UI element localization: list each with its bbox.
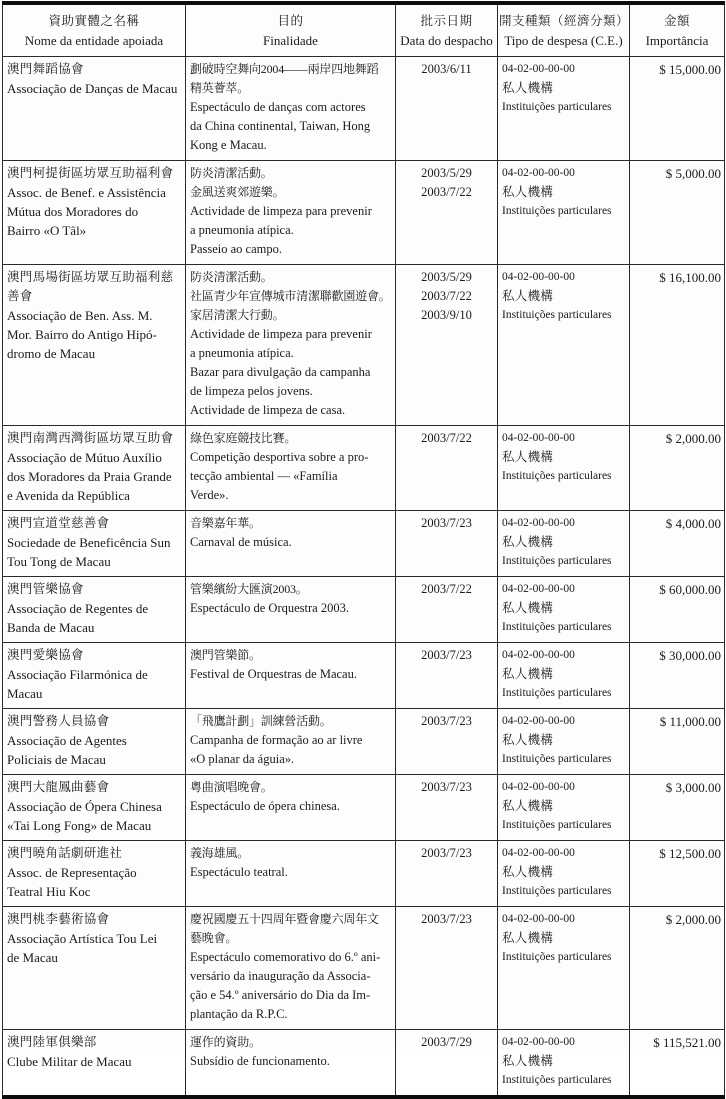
table-row-11: [3, 907, 725, 1030]
expense-type-pt: Instituições particulares: [502, 101, 612, 113]
date-cell: [396, 265, 498, 426]
expense-cell: [498, 265, 630, 426]
purpose-cell: [186, 643, 396, 709]
purpose-zh: 防炎清潔活動。: [190, 270, 273, 284]
entity-cell: [3, 643, 186, 709]
header-amount-pt: Importância: [645, 33, 709, 48]
purpose-zh: 金風送爽郊遊樂。: [190, 185, 285, 199]
purpose-pt: Actividade de limpeza de casa.: [190, 403, 346, 417]
amount-cell: [630, 577, 725, 643]
amount-cell: [630, 907, 725, 1030]
despacho-date: 2003/7/23: [421, 846, 472, 860]
purpose-cell: [186, 907, 396, 1030]
entity-name-pt: Associação de Ben. Ass. M.: [7, 308, 153, 323]
entity-name-zh: 澳門警務人員協會: [7, 714, 110, 728]
purpose-cell: [186, 161, 396, 265]
entity-cell: [3, 841, 186, 907]
amount-cell: [630, 161, 725, 265]
date-cell: [396, 57, 498, 161]
entity-name-pt: Associação de Regentes de: [7, 601, 149, 616]
entity-name-pt: Sociedade de Beneficência Sun: [7, 535, 171, 550]
table-row-6: [3, 577, 725, 643]
purpose-zh: 義海雄風。: [190, 846, 250, 860]
header-entity-pt: Nome da entidade apoiada: [24, 33, 164, 48]
table-row-2: [3, 161, 725, 265]
date-cell: [396, 426, 498, 511]
date-cell: [396, 511, 498, 577]
expense-code: 04-02-00-00-00: [502, 167, 575, 179]
despacho-date: 2003/7/23: [421, 714, 472, 728]
purpose-pt: plantação da R.P.C.: [190, 1007, 288, 1021]
purpose-zh: 粵曲演唱晚會。: [190, 780, 273, 794]
purpose-pt: Actividade de limpeza para prevenir: [190, 204, 372, 218]
table-row-5: [3, 511, 725, 577]
purpose-zh: 藝晚會。: [190, 931, 238, 945]
expense-type-zh: 私人機構: [502, 799, 554, 813]
table-body: [3, 57, 725, 1098]
entity-name-zh: 澳門宣道堂慈善會: [7, 516, 110, 530]
purpose-pt: Verde».: [190, 488, 229, 502]
purpose-pt: Campanha de formação ao ar livre: [190, 733, 363, 747]
header-amount-zh: 金額: [663, 14, 690, 28]
amount-value: $ 30,000.00: [659, 648, 721, 663]
purpose-pt: versário da inauguração da Associa-: [190, 969, 371, 983]
expense-code: 04-02-00-00-00: [502, 432, 575, 444]
table-row-10: [3, 841, 725, 907]
expense-type-pt: Instituições particulares: [502, 687, 612, 699]
expense-cell: [498, 1030, 630, 1098]
header-entity-zh: 資助實體之名稱: [48, 14, 140, 28]
purpose-pt: Passeio ao campo.: [190, 242, 282, 256]
purpose-cell: [186, 511, 396, 577]
amount-cell: [630, 265, 725, 426]
amount-cell: [630, 643, 725, 709]
table-row-1: [3, 57, 725, 161]
expense-cell: [498, 577, 630, 643]
despacho-date: 2003/6/11: [421, 62, 472, 76]
scanned-page: [0, 1, 726, 1086]
amount-cell: [630, 57, 725, 161]
expense-type-zh: 私人機構: [502, 931, 554, 945]
amount-value: $ 4,000.00: [665, 516, 721, 531]
entity-name-pt: Assoc. de Benef. e Assistência: [7, 185, 166, 200]
purpose-zh: 音樂嘉年華。: [190, 516, 261, 530]
entity-name-pt: Policiais de Macau: [7, 752, 106, 767]
expense-type-zh: 私人機構: [502, 667, 554, 681]
purpose-cell: [186, 577, 396, 643]
purpose-pt: Kong e Macau.: [190, 138, 267, 152]
entity-name-pt: Associação de Danças de Macau: [7, 81, 178, 96]
despacho-date: 2003/5/29: [421, 166, 472, 180]
date-cell: [396, 907, 498, 1030]
purpose-pt: «O planar da águia».: [190, 752, 295, 766]
expense-type-pt: Instituições particulares: [502, 309, 612, 321]
expense-type-pt: Instituições particulares: [502, 951, 612, 963]
purpose-zh: 精英薈萃。: [190, 81, 250, 95]
entity-cell: [3, 577, 186, 643]
entity-cell: [3, 57, 186, 161]
expense-type-pt: Instituições particulares: [502, 621, 612, 633]
purpose-pt: Subsídio de funcionamento.: [190, 1054, 330, 1068]
expense-code: 04-02-00-00-00: [502, 517, 575, 529]
expense-code: 04-02-00-00-00: [502, 715, 575, 727]
header-purpose-zh: 目的: [277, 14, 304, 28]
despacho-date: 2003/7/22: [421, 289, 472, 303]
purpose-pt: Espectáculo teatral.: [190, 865, 288, 879]
purpose-pt: a pneumonia atípica.: [190, 346, 294, 360]
expense-code: 04-02-00-00-00: [502, 913, 575, 925]
expense-type-zh: 私人機構: [502, 1054, 554, 1068]
header-date-pt: Data do despacho: [400, 33, 493, 48]
expense-cell: [498, 426, 630, 511]
entity-name-pt: Mútua dos Moradores do: [7, 204, 139, 219]
entity-name-pt: Associação de Mútuo Auxílio: [7, 450, 162, 465]
entity-cell: [3, 161, 186, 265]
expense-type-zh: 私人機構: [502, 81, 554, 95]
date-cell: [396, 161, 498, 265]
amount-value: $ 115,521.00: [653, 1035, 721, 1050]
expense-type-zh: 私人機構: [502, 601, 554, 615]
table-row-8: [3, 709, 725, 775]
despacho-date: 2003/7/23: [421, 648, 472, 662]
purpose-pt: Espectáculo de danças com actores: [190, 100, 366, 114]
expense-cell: [498, 907, 630, 1030]
expense-code: 04-02-00-00-00: [502, 583, 575, 595]
amount-value: $ 5,000.00: [665, 166, 721, 181]
purpose-pt: Competição desportiva sobre a pro-: [190, 450, 369, 464]
date-cell: [396, 709, 498, 775]
amount-value: $ 15,000.00: [659, 62, 721, 77]
purpose-cell: [186, 426, 396, 511]
despacho-date: 2003/7/23: [421, 780, 472, 794]
despacho-date: 2003/5/29: [421, 270, 472, 284]
expense-code: 04-02-00-00-00: [502, 781, 575, 793]
purpose-zh: 運作的資助。: [190, 1035, 261, 1049]
expense-cell: [498, 709, 630, 775]
amount-cell: [630, 1030, 725, 1098]
amount-value: $ 12,500.00: [659, 846, 721, 861]
purpose-pt: Actividade de limpeza para prevenir: [190, 327, 372, 341]
entity-name-pt: dromo de Macau: [7, 346, 96, 361]
purpose-zh: 澳門管樂節。: [190, 648, 261, 662]
purpose-cell: [186, 775, 396, 841]
entity-cell: [3, 265, 186, 426]
table-row-3: [3, 265, 725, 426]
purpose-cell: [186, 841, 396, 907]
purpose-zh: 劃破時空舞向2004——兩岸四地舞蹈: [190, 62, 379, 76]
expense-type-zh: 私人機構: [502, 535, 554, 549]
purpose-pt: Espectáculo comemorativo do 6.º ani-: [190, 950, 381, 964]
purpose-zh: 家居清潔大行動。: [190, 308, 285, 322]
purpose-cell: [186, 57, 396, 161]
expense-code: 04-02-00-00-00: [502, 63, 575, 75]
entity-name-pt: Teatral Hiu Koc: [7, 884, 91, 899]
entity-name-zh: 澳門陸軍俱樂部: [7, 1035, 97, 1049]
purpose-pt: Espectáculo de ópera chinesa.: [190, 799, 340, 813]
entity-cell: [3, 1030, 186, 1098]
purpose-zh: 「飛鷹計劃」訓練營活動。: [190, 714, 332, 728]
expense-type-zh: 私人機構: [502, 289, 554, 303]
entity-name-zh: 澳門曉角話劇研進社: [7, 846, 123, 860]
entity-name-pt: Macau: [7, 686, 43, 701]
expense-type-zh: 私人機構: [502, 185, 554, 199]
entity-name-zh: 善會: [7, 289, 33, 303]
purpose-pt: Espectáculo de Orquestra 2003.: [190, 601, 349, 615]
amount-cell: [630, 426, 725, 511]
entity-name-pt: Bairro «O Tâl»: [7, 223, 87, 238]
expense-type-pt: Instituições particulares: [502, 205, 612, 217]
purpose-zh: 綠色家庭競技比賽。: [190, 431, 297, 445]
purpose-pt: de limpeza pelos jovens.: [190, 384, 313, 398]
purpose-pt: Bazar para divulgação da campanha: [190, 365, 371, 379]
despacho-date: 2003/7/22: [421, 431, 472, 445]
table-row-9: [3, 775, 725, 841]
table-row-12: [3, 1030, 725, 1098]
amount-value: $ 3,000.00: [665, 780, 721, 795]
col-header-amount: [630, 3, 725, 57]
table-row-4: [3, 426, 725, 511]
expense-type-pt: Instituições particulares: [502, 885, 612, 897]
header-expense-pt: Tipo de despesa (C.E.): [504, 33, 623, 48]
col-header-entity: [3, 3, 186, 57]
amount-value: $ 2,000.00: [665, 431, 721, 446]
purpose-zh: 防炎清潔活動。: [190, 166, 273, 180]
despacho-date: 2003/9/10: [421, 308, 472, 322]
col-header-date: [396, 3, 498, 57]
expense-cell: [498, 57, 630, 161]
expense-code: 04-02-00-00-00: [502, 1036, 575, 1048]
purpose-zh: 慶祝國慶五十四周年暨會慶六周年文: [190, 912, 379, 926]
col-header-purpose: [186, 3, 396, 57]
amount-value: $ 2,000.00: [665, 912, 721, 927]
expense-type-pt: Instituições particulares: [502, 819, 612, 831]
header-row: [3, 3, 725, 57]
amount-cell: [630, 511, 725, 577]
date-cell: [396, 577, 498, 643]
expense-type-pt: Instituições particulares: [502, 1074, 612, 1086]
purpose-pt: ção e 54.º aniversário do Dia da Im-: [190, 988, 371, 1002]
entity-name-pt: «Tai Long Fong» de Macau: [7, 818, 152, 833]
header-purpose-pt: Finalidade: [263, 33, 318, 48]
amount-cell: [630, 709, 725, 775]
entity-cell: [3, 775, 186, 841]
amount-cell: [630, 775, 725, 841]
expense-type-pt: Instituições particulares: [502, 753, 612, 765]
table-header: [3, 3, 725, 57]
purpose-cell: [186, 709, 396, 775]
expense-type-zh: 私人機構: [502, 733, 554, 747]
header-date-zh: 批示日期: [420, 14, 473, 28]
despacho-date: 2003/7/23: [421, 912, 472, 926]
despacho-date: 2003/7/22: [421, 582, 472, 596]
despacho-date: 2003/7/23: [421, 516, 472, 530]
entity-name-pt: Associação Artística Tou Lei: [7, 931, 158, 946]
amount-value: $ 60,000.00: [659, 582, 721, 597]
entity-cell: [3, 907, 186, 1030]
expense-cell: [498, 841, 630, 907]
entity-name-zh: 澳門管樂協會: [7, 582, 84, 596]
entity-name-pt: e Avenida da República: [7, 488, 130, 503]
expense-code: 04-02-00-00-00: [502, 271, 575, 283]
entity-cell: [3, 709, 186, 775]
entity-name-zh: 澳門馬場街區坊眾互助福利慈: [7, 270, 174, 284]
purpose-cell: [186, 265, 396, 426]
despacho-date: 2003/7/22: [421, 185, 472, 199]
amount-value: $ 16,100.00: [659, 270, 721, 285]
entity-name-pt: Associação de Agentes: [7, 733, 127, 748]
date-cell: [396, 841, 498, 907]
entity-name-pt: dos Moradores da Praia Grande: [7, 469, 172, 484]
amount-cell: [630, 841, 725, 907]
expense-cell: [498, 775, 630, 841]
col-header-expense: [498, 3, 630, 57]
date-cell: [396, 643, 498, 709]
entity-name-pt: Associação de Ópera Chinesa: [7, 799, 162, 814]
entity-name-pt: Mor. Bairro do Antigo Hipó-: [7, 327, 157, 342]
purpose-pt: Festival de Orquestras de Macau.: [190, 667, 357, 681]
entity-cell: [3, 511, 186, 577]
entity-name-zh: 澳門南灣西灣街區坊眾互助會: [7, 431, 174, 445]
expense-code: 04-02-00-00-00: [502, 847, 575, 859]
expense-type-zh: 私人機構: [502, 450, 554, 464]
entity-name-zh: 澳門柯提街區坊眾互助福利會: [7, 166, 174, 180]
entity-name-zh: 澳門舞蹈協會: [7, 62, 84, 76]
expense-type-zh: 私人機構: [502, 865, 554, 879]
purpose-cell: [186, 1030, 396, 1098]
entity-name-pt: de Macau: [7, 950, 58, 965]
purpose-pt: a pneumonia atípica.: [190, 223, 294, 237]
expense-code: 04-02-00-00-00: [502, 649, 575, 661]
expense-cell: [498, 643, 630, 709]
entity-name-pt: Associação Filarmónica de: [7, 667, 148, 682]
purpose-zh: 社區青少年宣傳城市清潔聯歡園遊會。: [190, 289, 391, 303]
entity-name-pt: Assoc. de Representação: [7, 865, 137, 880]
entity-cell: [3, 426, 186, 511]
entity-name-zh: 澳門大龍鳳曲藝會: [7, 780, 110, 794]
expense-type-pt: Instituições particulares: [502, 470, 612, 482]
entity-name-pt: Banda de Macau: [7, 620, 95, 635]
header-expense-zh: 開支種類（經濟分類）: [499, 14, 630, 28]
date-cell: [396, 1030, 498, 1098]
purpose-pt: da China continental, Taiwan, Hong: [190, 119, 371, 133]
entity-name-pt: Tou Tong de Macau: [7, 554, 111, 569]
expense-cell: [498, 511, 630, 577]
purpose-pt: tecção ambiental — «Família: [190, 469, 338, 483]
entity-name-pt: Clube Militar de Macau: [7, 1054, 132, 1069]
expense-cell: [498, 161, 630, 265]
table-row-7: [3, 643, 725, 709]
purpose-pt: Carnaval de música.: [190, 535, 292, 549]
date-cell: [396, 775, 498, 841]
entity-name-zh: 澳門桃李藝術協會: [7, 912, 110, 926]
amount-value: $ 11,000.00: [659, 714, 721, 729]
entity-name-zh: 澳門愛樂協會: [7, 648, 84, 662]
expense-type-pt: Instituições particulares: [502, 555, 612, 567]
subsidy-table: [2, 1, 725, 1099]
despacho-date: 2003/7/29: [421, 1035, 472, 1049]
purpose-zh: 管樂繽紛大匯演2003。: [190, 582, 308, 596]
